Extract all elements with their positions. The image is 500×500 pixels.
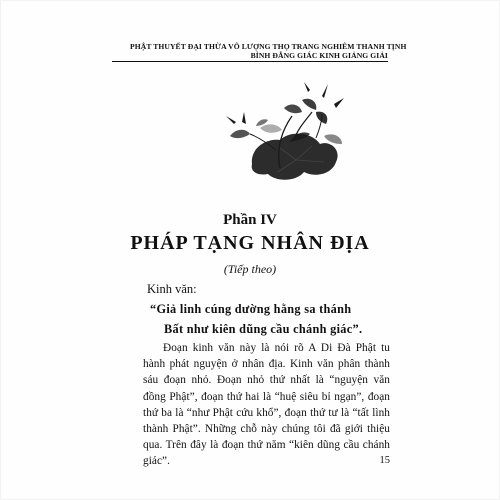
part-heading: Phần IV	[223, 212, 277, 228]
running-header	[130, 42, 407, 60]
sutra-verse-line-1: “Giả linh cúng dường hằng sa thánh	[150, 302, 352, 316]
page-number: 15	[379, 455, 390, 466]
running-header-line-2: BÌNH ĐẲNG GIÁC KINH GIẢNG GIẢI	[250, 51, 388, 60]
commentary-paragraph: Đoạn kinh văn này là nói rõ A Di Đà Phật tu hành phát nguyện ở nhân địa. Kinh văn phân thành sáu đoạn nhỏ. Đoạn nhỏ thứ nhất là “nguyện văn đồng Phật”, đoạn thứ hai là “huệ siêu bỉ ngạn”, đoạn thứ ba là “như Phật cứu khổ”, đoạn thứ tư là “tất lình thành Phật”. Những chỗ này chúng tôi đã giới thiệu qua. Trên đây là đoạn thứ năm “kiên dũng cầu chánh giác”.	[143, 342, 390, 468]
running-header-line-1: PHẬT THUYẾT ĐẠI THỪA VÔ LƯỢNG THỌ TRANG NGHIÊM THANH TỊNH	[130, 42, 407, 51]
sutra-verse-line-2: Bất như kiên dũng cầu chánh giác”.	[164, 322, 363, 336]
continued-note: (Tiếp theo)	[223, 262, 277, 276]
sutra-label: Kinh văn:	[147, 282, 197, 296]
lotus-ink-painting-icon	[220, 78, 350, 188]
header-rule	[112, 61, 388, 62]
chapter-title: PHÁP TẠNG NHÂN ĐỊA	[130, 232, 370, 254]
